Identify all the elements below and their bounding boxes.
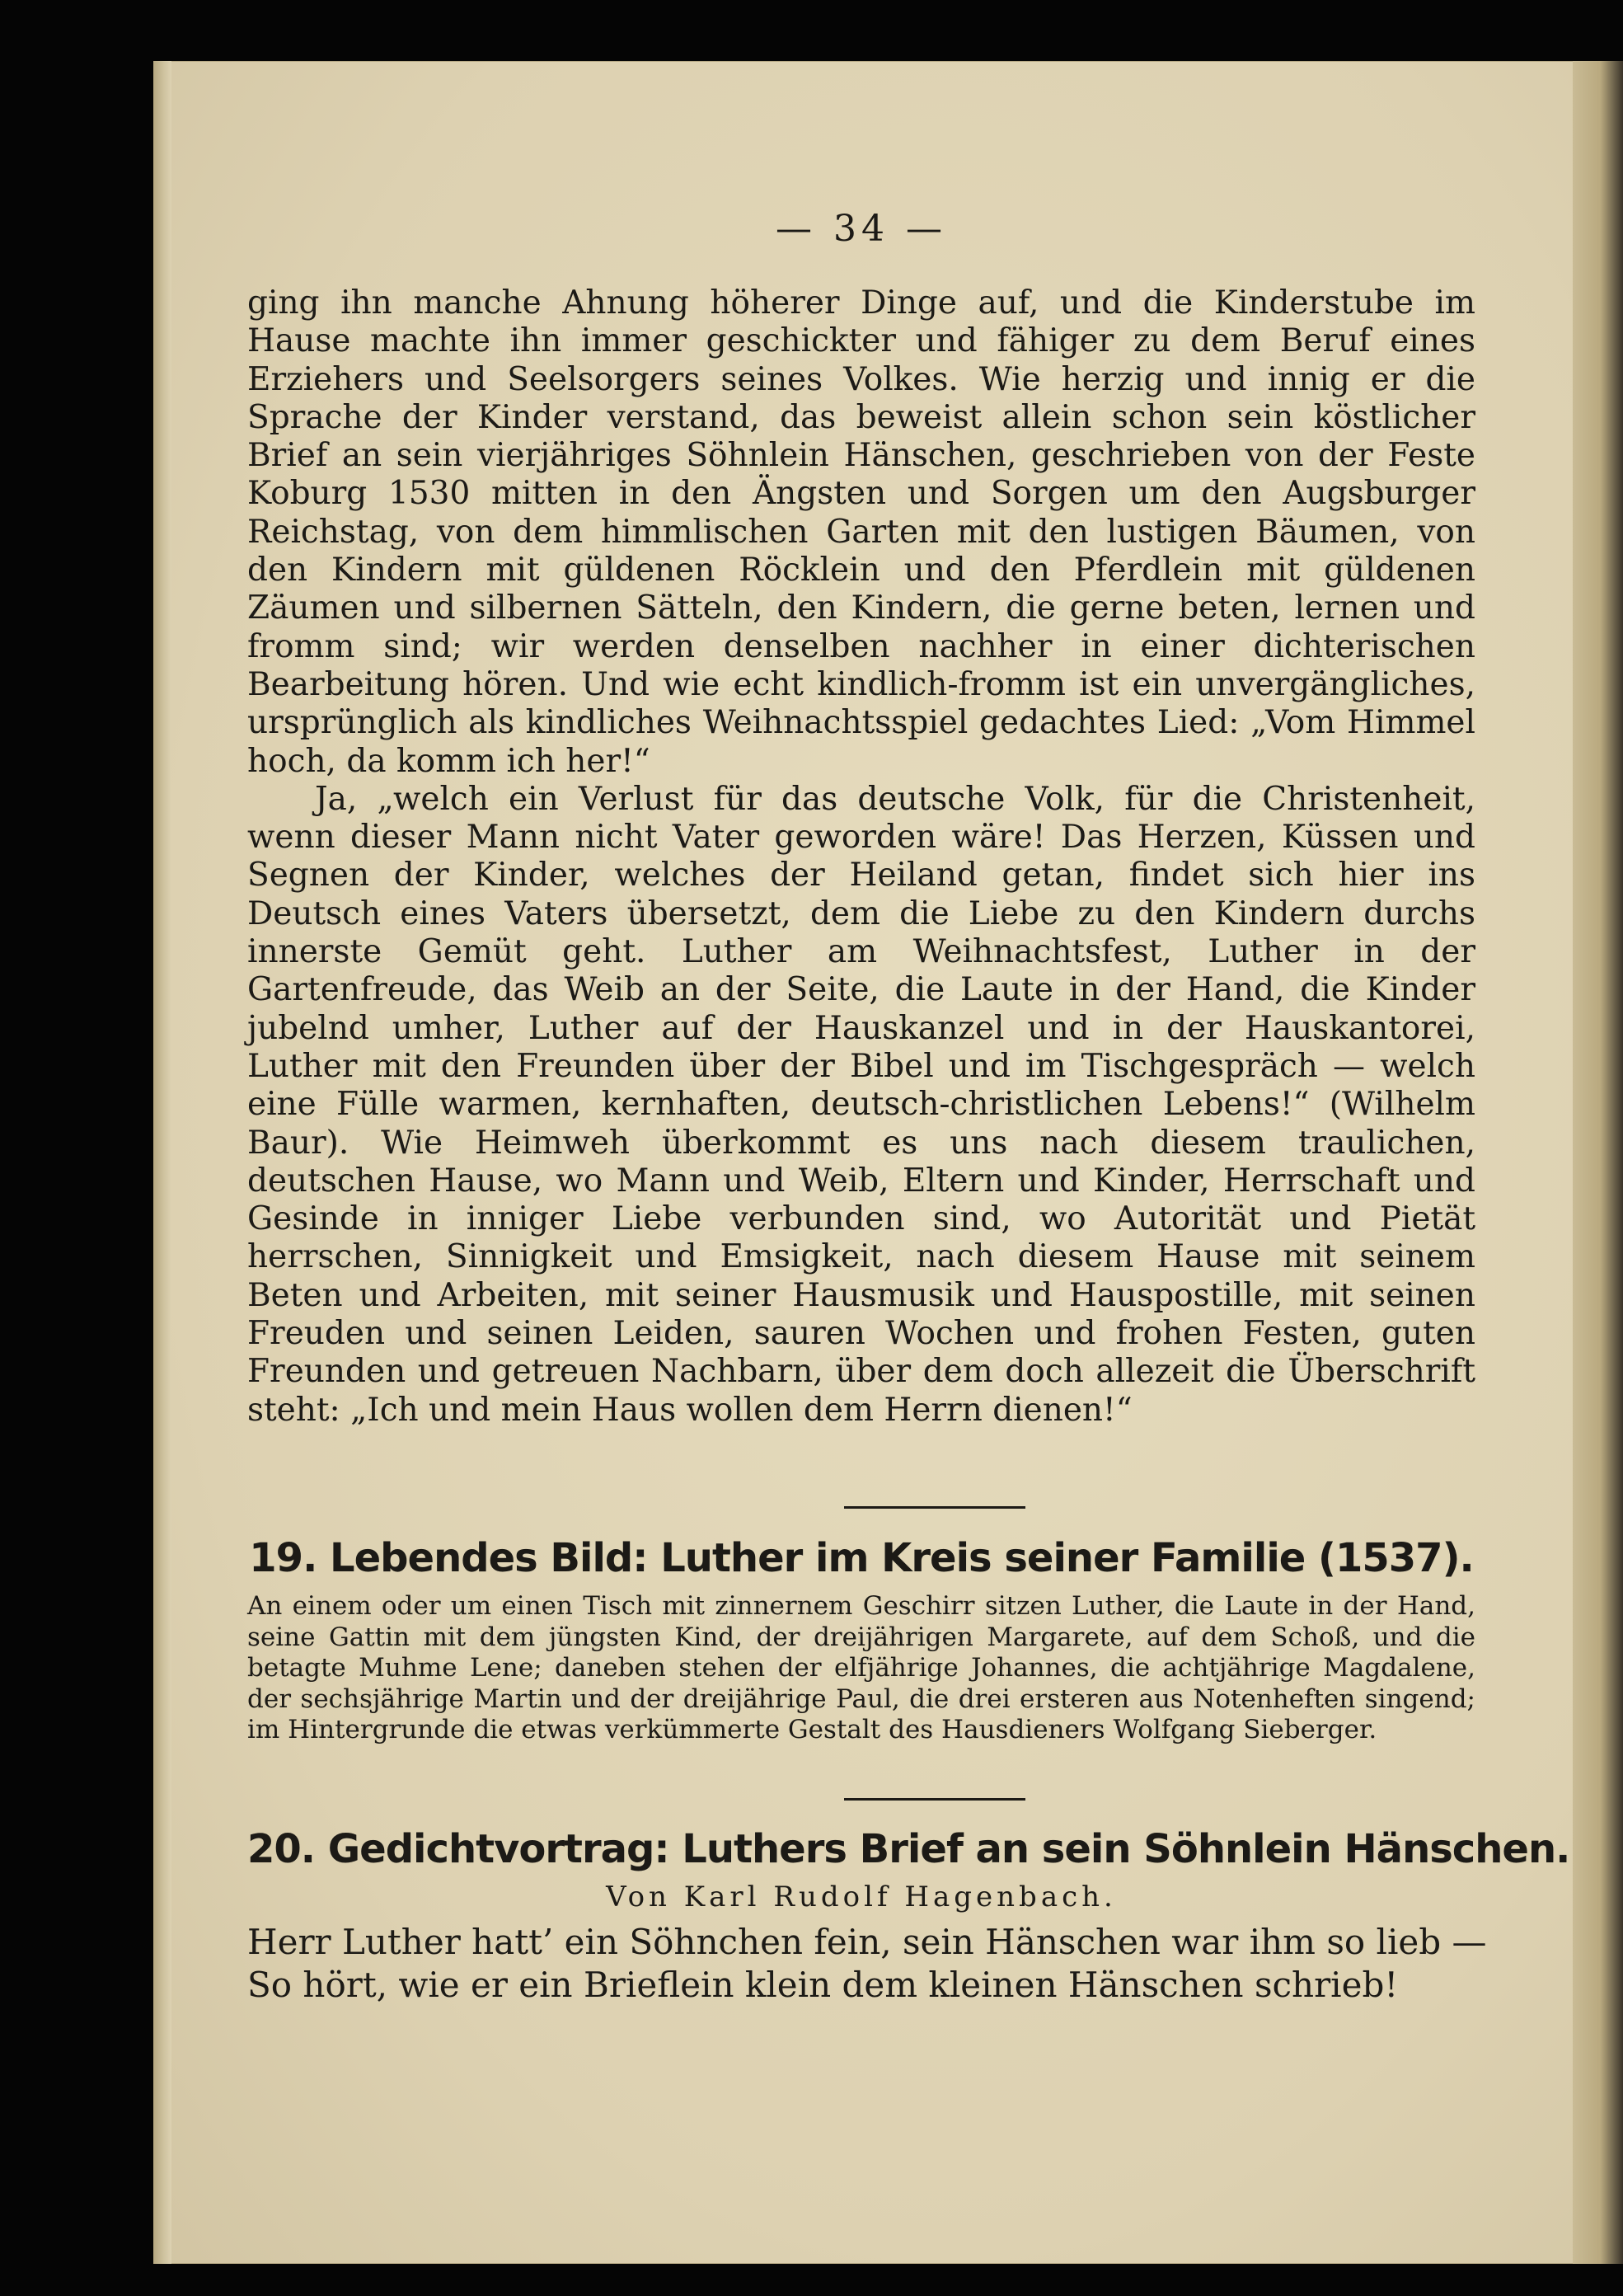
section-20-title: 20. Gedichtvortrag: Luthers Brief an sein Söhnlein Hänschen. bbox=[247, 1826, 1570, 1872]
poem-line: So hört, wie er ein Brieflein klein dem kleinen Hänschen schrieb! bbox=[247, 1965, 1399, 2005]
next-page-edge bbox=[1573, 61, 1623, 2264]
poem-line: Herr Luther hatt’ ein Söhnchen fein, sein Hänschen war ihm so lieb — bbox=[247, 1922, 1487, 1962]
poem bbox=[247, 1921, 1487, 2007]
section-19-description: An einem oder um einen Tisch mit zinnernem Geschirr sitzen Luther, die Laute in der Hand, seine Gattin mit dem jüngsten Kind, der dreijährigen Margarete, auf dem Schoß, und die betagte Muhme Lene; daneben stehen der elfjährige Johannes, die achtjährige Magdalene, der sechsjährige Martin und der dreijährige Paul, die drei ersteren aus Notenheften singend; im Hintergrunde die etwas verkümmerte Gestalt des Hausdieners Wolfgang Sieberger. bbox=[247, 1591, 1475, 1744]
paragraph: ging ihn manche Ahnung höherer Dinge auf, und die Kinderstube im Hause machte ihn immer geschickter und fähiger zu dem Beruf eines Erziehers und Seelsorgers seines Volkes. Wie herzig und innig er die Sprache der Kinder verstand, das beweist allein schon sein köstlicher Brief an sein vierjähriges Söhnlein Hänschen, geschrieben von der Feste Koburg 1530 mitten in den Ängsten und Sorgen um den Augsburger Reichstag, von dem himmlischen Garten mit den lustigen Bäumen, von den Kindern mit güldenen Röcklein und den Pferdlein mit güldenen Zäumen und silbernen Sätteln, den Kindern, die gerne beten, lernen und fromm sind; wir werden denselben nachher in einer dichterischen Bearbeitung hören. Und wie echt kindlich-fromm ist ein unvergängliches, ursprünglich als kindliches Weihnachtsspiel gedachtes Lied: „Vom Himmel hoch, da komm ich her!“ bbox=[247, 284, 1475, 780]
poem-author: Von Karl Rudolf Hagenbach. bbox=[606, 1880, 1117, 1913]
section-divider bbox=[844, 1506, 1025, 1509]
section-divider bbox=[844, 1798, 1025, 1801]
binding-edge bbox=[153, 61, 171, 2264]
page-number: — 34 — bbox=[776, 208, 947, 250]
section-19-title: 19. Lebendes Bild: Luther im Kreis seiner Familie (1537). bbox=[249, 1535, 1474, 1581]
body-text bbox=[247, 284, 1475, 1430]
paragraph: Ja, „welch ein Verlust für das deutsche Volk, für die Christenheit, wenn dieser Mann nicht Vater geworden wäre! Das Herzen, Küssen und Segnen der Kinder, welches der Heiland getan, findet sich hier ins Deutsch eines Vaters übersetzt, dem die Liebe zu den Kindern durchs innerste Gemüt geht. Luther am Weihnachtsfest, Luther in der Gartenfreude, das Weib an der Seite, die Laute in der Hand, die Kinder jubelnd umher, Luther auf der Hauskanzel und in der Hauskantorei, Luther mit den Freunden über der Bibel und im Tischgespräch — welch eine Fülle warmen, kernhaften, deutsch-christlichen Lebens!“ (Wilhelm Baur). Wie Heimweh überkommt es uns nach diesem traulichen, deutschen Hause, wo Mann und Weib, Eltern und Kinder, Herrschaft und Gesinde in inniger Liebe verbunden sind, wo Autorität und Pietät herrschen, Sinnigkeit und Emsigkeit, nach diesem Hause mit seinem Beten und Arbeiten, mit seiner Hausmusik und Hauspostille, mit seinen Freuden und seinen Leiden, sauren Wochen und frohen Festen, guten Freunden und getreuen Nachbarn, über dem doch allezeit die Überschrift steht: „Ich und mein Haus wollen dem Herrn dienen!“ bbox=[247, 780, 1475, 1429]
